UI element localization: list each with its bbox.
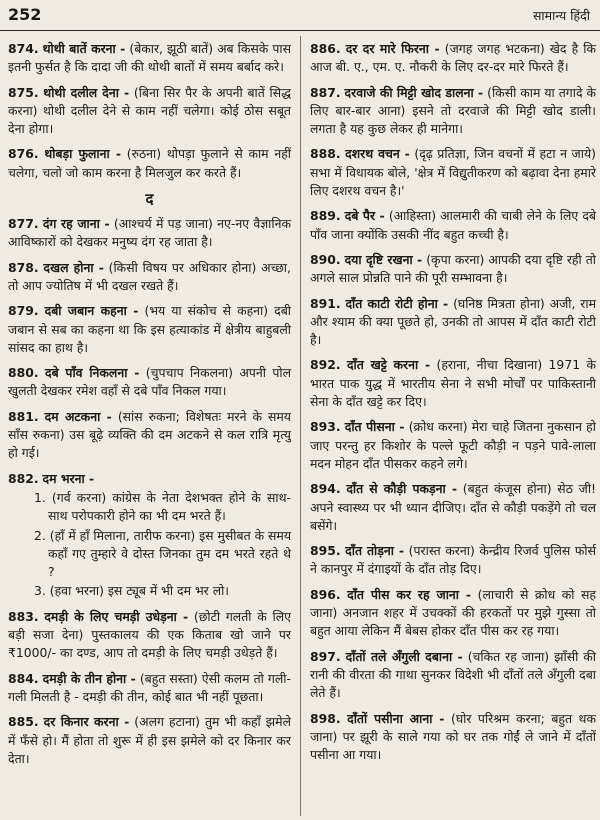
entry-number: 888.: [310, 146, 341, 162]
idiom-entry: [8, 470, 291, 601]
entry-definition: (दृढ़ प्रतिज्ञा, जिन वचनों में हटा न जाये) सभा में विधायक बोले, 'क्षेत्र में विद्युतीकरण को बढ़ावा देना हमारे लिए दशरथ वचन है।': [310, 146, 596, 199]
idiom-entry: [8, 215, 291, 252]
idiom-entry: [310, 542, 596, 579]
idiom-entry: [310, 710, 596, 765]
idiom-term: दाँत काटी रोटी होना -: [345, 295, 449, 311]
idiom-term: दया दृष्टि रखना -: [344, 251, 423, 267]
right-column: [310, 40, 596, 771]
entry-definition: (अलग हटाना) तुम भी कहाँ झमेले में फँसे हो। मैं होता तो शुरू में ही इस झमेले को दर किनार कर देता।: [8, 714, 291, 766]
entry-definition: (रुठना) थोपड़ा फुलाने से काम नहीं चलेगा, चलो जो काम करना है मिलजुल कर करते हैं।: [8, 146, 291, 180]
entry-number: 895.: [310, 543, 341, 559]
entry-definition: (घोर परिश्रम करना; बहुत थक जाना) पर झूरी के साले गया को घर तक गोईं ले जाने में दाँतों पसीना आ गया।: [310, 710, 596, 763]
idiom-entry: [310, 295, 596, 350]
entry-number: 892.: [310, 357, 341, 373]
entry-number: 883.: [8, 608, 39, 624]
entry-definition: (आश्चर्य में पड़ जाना) नए-नए वैज्ञानिक आविष्कारों को देखकर मनुष्य दंग रह जाता है।: [8, 216, 291, 250]
idiom-entry: [310, 145, 596, 200]
idiom-entry: [310, 648, 596, 703]
entry-sense: 2. (हाँ में हाँ मिलाना, तारीफ करना) इस मुसीबत के समय कहाँ गए तुम्हारे वे दोस्त जिनका तुम दम भरते रहते थे ?: [34, 527, 291, 580]
idiom-term: दाँत खट्टे करना -: [346, 357, 431, 373]
entry-number: 887.: [310, 84, 341, 100]
idiom-entry: [310, 207, 596, 244]
idiom-term: दाँतों तले अँगुली दबाना -: [345, 648, 463, 664]
entry-number: 880.: [8, 365, 39, 381]
entry-definition: (बिना सिर पैर के अपनी बातें सिद्ध करना) थोथी दलील देने से काम नहीं चलेगा। कोई ठोस सबूत देना होगा।: [8, 84, 291, 137]
entry-definition: (बहुत सस्ता) ऐसी कलम तो गली-गली मिलती है - दमड़ी की तीन, कोई बात भी नहीं पूछता।: [8, 670, 291, 704]
entry-definition: (भय या संकोच से कहना) दबी जबान से सब का कहना था कि इस हत्याकांड में क्षेत्रीय बाहुबली सांसद का हाथ है।: [8, 303, 291, 355]
idiom-entry: [8, 259, 291, 296]
entry-number: 879.: [8, 303, 39, 319]
page-number: 252: [8, 5, 42, 24]
entry-definition: (कृपा करना) आपकी दया दृष्टि रही तो अगले साल प्रोन्नति पाने की पूरी सम्भावना है।: [310, 251, 596, 286]
idiom-entry: [310, 251, 596, 288]
idiom-entry: [310, 40, 596, 77]
idiom-entry: [8, 364, 291, 401]
entry-number: 896.: [310, 586, 341, 602]
entry-definition: (परास्त करना) केन्द्रीय रिजर्व पुलिस फोर्स ने कानपुर में दंगाइयों के दाँत तोड़ दिए।: [310, 543, 596, 577]
entry-number: 875.: [8, 84, 39, 100]
idiom-term: दबे पैर -: [344, 208, 385, 224]
entry-definition: (क्रोध करना) मेरा चाहे जितना नुकसान हो जाए परन्तु हर किशोर के पल्ले फूटी कौड़ी न पड़ने पावे-लाला मदन मोहन दाँत पीसकर कहने लगे।: [310, 419, 596, 471]
entry-definition: (बहुत कंजूस होना) सेठ जी! अपने स्वास्थ्य पर भी ध्यान दीजिए। दाँत से कौड़ी पकड़ेंगे तो चल बसेंगे।: [310, 481, 596, 533]
idiom-entry: [8, 608, 291, 663]
idiom-term: दम भरना -: [42, 470, 95, 486]
idiom-term: दबे पाँव निकलना -: [44, 365, 140, 381]
idiom-term: दमड़ी के लिए चमड़ी उधेड़ना -: [44, 608, 189, 624]
idiom-term: दबी जबान कहना -: [44, 303, 139, 319]
idiom-term: दंग रह जाना -: [42, 216, 110, 232]
entry-number: 877.: [8, 216, 39, 232]
idiom-term: दमड़ी के तीन होना -: [42, 670, 136, 686]
section-letter: द: [145, 190, 154, 209]
entry-definition: (लाचारी से क्रोध को सह जाना) अनजान शहर में उचक्कों की हरकतों पर मुझे गुस्सा तो बहुत आया लेकिन मैं बेबस होकर दाँत पीस कर रह गया।: [310, 586, 596, 639]
entry-definition: (बेकार, झूठी बातें) अब किसके पास इतनी फुर्सत है कि दादा जी की थोथी बातों में समय बर्बाद करे।: [8, 41, 291, 75]
entry-number: 893.: [310, 419, 341, 435]
idiom-entry: [8, 713, 291, 768]
idiom-term: दरवाजे की मिट्टी खोद डालना -: [344, 84, 484, 100]
idiom-term: थोबड़ा फुलाना -: [44, 146, 121, 162]
idiom-term: दम अटकना -: [44, 408, 112, 424]
entry-number: 894.: [310, 481, 341, 497]
running-title: सामान्य हिंदी: [532, 8, 590, 23]
entry-number: 881.: [8, 408, 39, 424]
entry-number: 889.: [310, 208, 341, 224]
entry-definition: (हराना, नीचा दिखाना) 1971 के भारत पाक युद्ध में भारतीय सेना ने सभी मोर्चों पर पाकिस्तानी सेना के दाँत खट्टे कर दिए।: [310, 357, 596, 410]
idiom-entry: [8, 302, 291, 357]
entry-number: 876.: [8, 146, 39, 162]
entry-number: 898.: [310, 710, 341, 726]
page-header: [0, 0, 600, 31]
entry-number: 882.: [8, 470, 39, 486]
entry-number: 884.: [8, 670, 39, 686]
idiom-term: दाँतों पसीना आना -: [347, 710, 445, 726]
entry-definition: (किसी विषय पर अधिकार होना) अच्छा, तो आप ज्योतिष में भी दखल रखते हैं।: [8, 259, 291, 293]
idiom-entry: [310, 356, 596, 411]
idiom-entry: [310, 418, 596, 473]
idiom-entry: [8, 145, 291, 182]
idiom-entry: [310, 84, 596, 139]
entry-definition: (जगह जगह भटकना) खेद है कि आज बी. ए., एम. ए. नौकरी के लिए दर-दर मारे फिरते हैं।: [310, 41, 596, 75]
entry-definition: (घनिष्ठ मित्रता होना) अजी, राम और श्याम की क्या पूछते हो, उनकी तो आपस में दाँत काटी रोटी है।: [310, 295, 596, 348]
idiom-entry: [8, 408, 291, 463]
idiom-term: दाँत तोड़ना -: [345, 543, 405, 559]
entry-number: 897.: [310, 648, 341, 664]
idiom-entry: [8, 84, 291, 139]
entry-definition: (चुपचाप निकलना) अपनी पोल खुलती देखकर रमेश वहाँ से दबे पाँव निकल गया।: [8, 365, 291, 399]
entry-sense: 1. (गर्व करना) कांग्रेस के नेता देशभक्त होने के साथ-साथ परोपकारी होने का भी दम भरते हैं।: [34, 489, 291, 524]
entry-sense: 3. (हवा भरना) इस ट्यूब में भी दम भर लो।: [34, 583, 229, 599]
entry-definition: (आहिस्ता) आलमारी की चाबी लेने के लिए दबे पाँव जाना क्योंकि उसकी नींद बहुत कच्ची है।: [310, 208, 596, 242]
entry-number: 878.: [8, 259, 39, 275]
idiom-term: दर किनार करना -: [43, 714, 130, 730]
idiom-entry: [310, 586, 596, 641]
idiom-term: दाँत पीस कर रह जाना -: [347, 586, 472, 602]
entry-definition: (सांस रुकना; विशेषतः मरने के समय साँस रुकना) उस बूढ़े व्यक्ति की दम अटकने से कल रात्रि मृत्यु हो गई।: [8, 408, 291, 461]
idiom-entry: [8, 40, 291, 77]
idiom-term: दाँत पीसना -: [344, 419, 405, 435]
idiom-term: थोथी बातें करना -: [42, 41, 126, 56]
idiom-entry: [8, 670, 291, 707]
idiom-term: दशरथ वचन -: [345, 146, 410, 162]
entry-number: 885.: [8, 714, 39, 730]
entry-definition: (चकित रह जाना) झाँसी की रानी की वीरता की गाथा सुनकर विदेशी भी दाँतों तले अँगुली दबा लेते हैं।: [310, 648, 596, 701]
entry-definition: (किसी काम या तगादे के लिए बार-बार आना) इसने तो दरवाजे की मिट्टी खोद डाली। लगता है यह कुछ लेकर ही मानेगा।: [310, 84, 596, 137]
idiom-term: दर दर मारे फिरना -: [345, 41, 440, 56]
entry-number: 890.: [310, 251, 341, 267]
entry-number: 886.: [310, 41, 341, 56]
left-column: [8, 40, 291, 775]
idiom-term: दाँत से कौड़ी पकड़ना -: [346, 481, 457, 497]
column-divider: [300, 36, 301, 816]
idiom-entry: [310, 480, 596, 535]
entry-number: 874.: [8, 41, 39, 56]
entry-definition: (छोटी गलती के लिए बड़ी सजा देना) पुस्तकालय की एक किताब खो जाने पर ₹1000/- का दण्ड, आप तो दमड़ी के लिए चमड़ी उधेड़ते हैं।: [8, 608, 291, 661]
idiom-term: थोथी दलील देना -: [43, 84, 130, 100]
idiom-term: दखल होना -: [43, 259, 104, 275]
entry-number: 891.: [310, 295, 341, 311]
